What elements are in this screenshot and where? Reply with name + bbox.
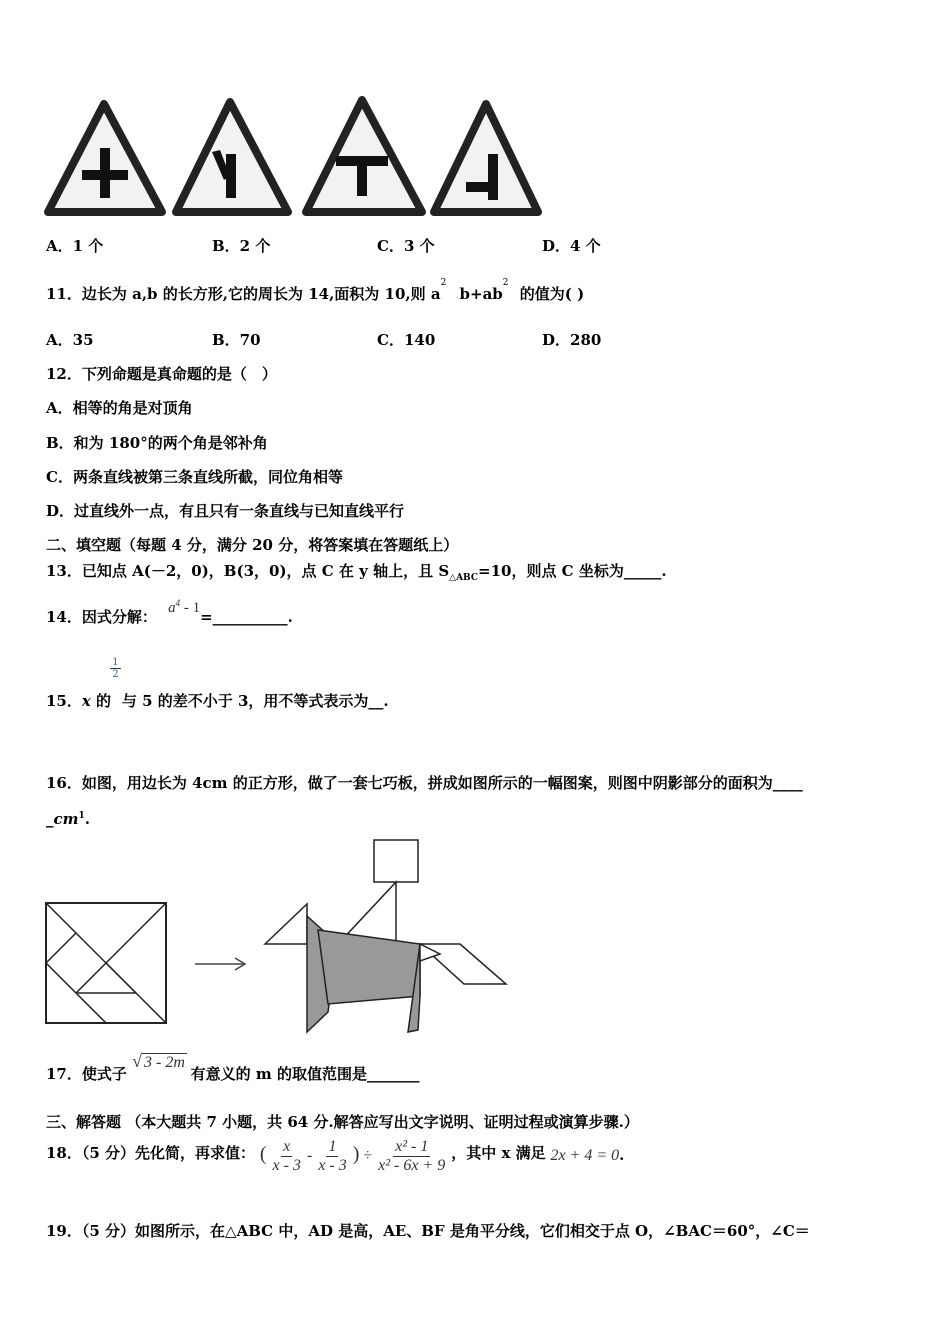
q17-radical: √ 3 - 2m — [132, 1051, 185, 1071]
q11-option-d: D．280 — [542, 331, 602, 349]
q12-option-a: A．相等的角是对顶角 — [46, 399, 193, 417]
q14-expression: $a^4 - 1$ — [168, 598, 201, 616]
q19-stem: 19．（5 分）如图所示，在△ABC 中，AD 是高，AE、BF 是角平分线，它们相交于点 O，∠BAC＝60°，∠C＝ — [46, 1222, 810, 1240]
q17-stem: 17．使式子 √ 3 - 2m 有意义的 m 的取值范围是_______ — [46, 1051, 420, 1083]
q12-option-c: C．两条直线被第三条直线所截，同位角相等 — [46, 468, 343, 486]
sign-y-junction-icon — [176, 102, 288, 212]
tangram-horse-figure — [260, 836, 510, 1036]
q16-line1: 16．如图，用边长为 4cm 的正方形，做了一套七巧板，拼成如图所示的一幅图案，则图中阴影部分的面积为____ — [46, 774, 803, 792]
sqrt-icon: √ — [132, 1051, 142, 1071]
q10-option-d: D．4 个 — [542, 237, 601, 255]
q12-option-d: D．过直线外一点，有且只有一条直线与已知直线平行 — [46, 502, 405, 520]
q16-line2: $\_cm^1$. — [46, 810, 91, 828]
sign-crossroad-icon — [48, 104, 162, 212]
q14-stem: 14．因式分解： $a^4$ - 1=__________. — [46, 598, 293, 626]
section2-heading: 二、填空题（每题 4 分，满分 20 分，将答案填在答题纸上） — [46, 536, 459, 554]
section3-heading: 三、解答题 （本大题共 7 小题，共 64 分.解答应写出文字说明、证明过程或演算步骤.） — [46, 1113, 639, 1131]
q12-option-b: B．和为 180°的两个角是邻补角 — [46, 434, 268, 452]
q10-option-a: A．1 个 — [46, 237, 104, 255]
q13-stem: 13．已知点 A(－2，0)，B(3，0)，点 C 在 y 轴上，且 $S_{\triangle ABC}=10$，则点 C 坐标为_____. — [46, 562, 667, 583]
arrow-right-icon — [193, 954, 253, 974]
q10-option-b: B．2 个 — [212, 237, 271, 255]
q11-option-a: A．35 — [46, 331, 94, 349]
q10-option-c: C．3 个 — [377, 237, 435, 255]
sign-side-road-icon — [434, 104, 538, 212]
sign-t-junction-icon — [306, 100, 422, 212]
q11-stem: 11．边长为 a,b 的长方形,它的周长为 14,面积为 10,则 $a^2$ $b+ab^2$ 的值为( ) — [46, 278, 585, 303]
q15-fraction: $\frac{1}{2}$ — [112, 656, 119, 680]
q12-stem: 12．下列命题是真命题的是（ ） — [46, 365, 277, 383]
q11-option-b: B．70 — [212, 331, 261, 349]
traffic-signs-figure — [44, 96, 564, 226]
q11-option-c: C．140 — [377, 331, 436, 349]
q18-stem: 18．（5 分）先化简，再求值： ( $\frac{x}{x - 3}$ - $\frac{1}{x - 3}$ ) ÷ $\frac{\text{x² - 1}}{\text{x² - 6x + 9}}$ ，其中 x 满足 2x + 4 = 0. — [46, 1138, 625, 1174]
q15-stem: 15．x 的 $\frac{1}{2}$ 与 5 的差不小于 3，用不等式表示为__. — [46, 656, 389, 710]
tangram-square-figure — [44, 900, 169, 1025]
q18-expression: ( $\frac{x}{x - 3}$ - $\frac{1}{x - 3}$ ) ÷ $\frac{\text{x² - 1}}{\text{x² - 6x + 9}}$ — [259, 1138, 446, 1174]
